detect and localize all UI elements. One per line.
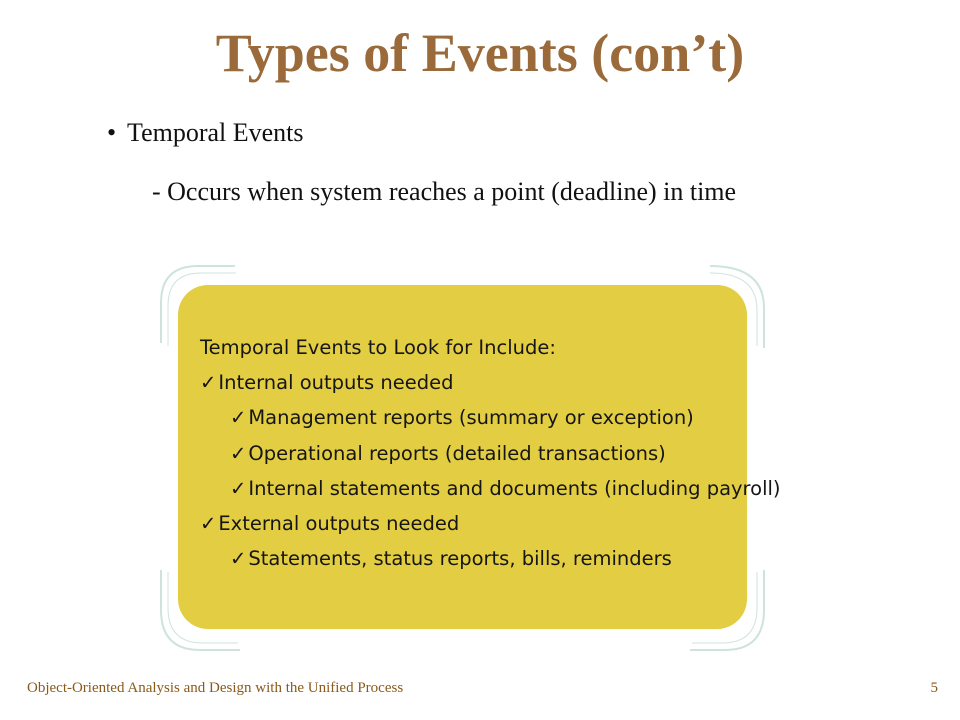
checklist-item-text: Internal outputs needed [218,371,454,394]
bullet-temporal-events [107,115,304,151]
checklist-item [200,541,747,576]
checklist-item-text: Internal statements and documents (including payroll) [248,476,781,500]
checklist-item-text: External outputs needed [218,512,460,536]
slide-title: Types of Events (con’t) [215,23,745,83]
checklist-item-text: Management reports (summary or exception) [248,406,694,430]
callout-heading: Temporal Events to Look for Include: [200,336,556,359]
checklist-item [200,400,747,435]
checklist-item [200,506,747,541]
footer-course-title: Object-Oriented Analysis and Design with the Unified Process [27,680,404,696]
check-mark-icon: ✓ [200,512,217,536]
sub-bullet-description: - Occurs when system reaches a point (deadline) in time [152,177,737,206]
check-mark-icon: ✓ [230,406,247,430]
bullet-marker: • [107,118,117,147]
footer-page-number: 5 [930,680,938,696]
check-mark-icon: ✓ [230,476,247,500]
temporal-events-callout-box [178,285,781,629]
checklist-item-text: Operational reports (detailed transactions) [248,441,666,465]
callout-checklist [200,365,781,577]
checklist-item [200,436,747,471]
check-mark-icon: ✓ [230,547,247,571]
checklist-item-text: Statements, status reports, bills, reminders [248,547,672,571]
check-mark-icon: ✓ [230,441,247,465]
checklist-item [200,365,747,400]
bullet-text: Temporal Events [127,118,304,147]
check-mark-icon: ✓ [200,371,217,394]
checklist-item [200,471,781,506]
